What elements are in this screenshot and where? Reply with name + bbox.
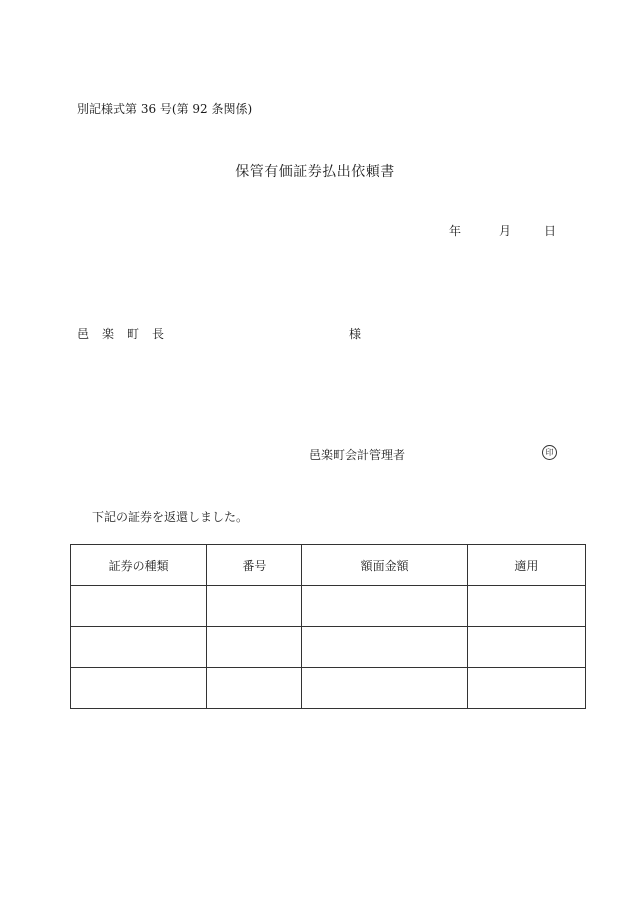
table-cell: [207, 668, 302, 709]
header-remarks: 適用: [467, 545, 585, 586]
table-cell: [302, 586, 467, 627]
table-cell: [207, 586, 302, 627]
header-number: 番号: [207, 545, 302, 586]
date-day-label: 日: [544, 224, 557, 238]
table-cell: [71, 668, 207, 709]
header-face-value: 額面金額: [302, 545, 467, 586]
table-row: [71, 586, 586, 627]
addressee-name: 邑楽町長: [77, 327, 178, 341]
table-cell: [467, 668, 585, 709]
table-cell: [302, 668, 467, 709]
date-year-label: 年: [449, 224, 462, 238]
body-text: 下記の証券を返還しました。: [92, 510, 249, 524]
table-row: [71, 627, 586, 668]
table-cell: [467, 586, 585, 627]
table-header-row: [71, 545, 586, 586]
table-cell: [467, 627, 585, 668]
header-security-type: 証券の種類: [71, 545, 207, 586]
table-cell: [71, 627, 207, 668]
table-cell: [207, 627, 302, 668]
table-row: [71, 668, 586, 709]
table-cell: [302, 627, 467, 668]
addressee-honorific: 様: [349, 327, 362, 341]
form-number: 別記様式第 36 号(第 92 条関係): [77, 102, 253, 116]
securities-table: [70, 544, 586, 709]
document-title: 保管有価証券払出依頼書: [235, 164, 395, 180]
table-cell: [71, 586, 207, 627]
seal-icon: 印: [542, 445, 557, 460]
sender-title: 邑楽町会計管理者: [309, 448, 406, 462]
date-month-label: 月: [499, 224, 512, 238]
